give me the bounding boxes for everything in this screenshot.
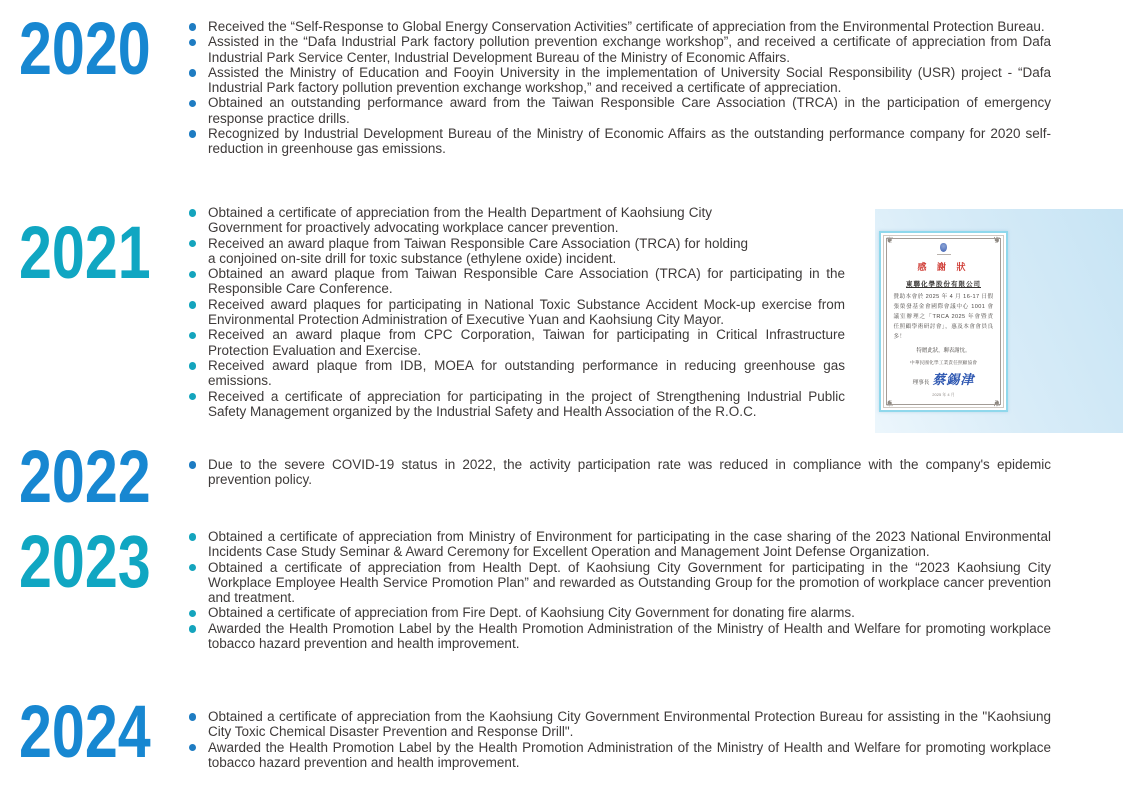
- bullet-icon: [189, 271, 196, 278]
- milestone-list-2020: [185, 19, 1051, 157]
- list-item: [185, 327, 845, 358]
- bullet-icon: [189, 744, 196, 751]
- achievement-text: Received an award plaque from CPC Corporation, Taiwan for participating in Critical Infrastructure Protection Evaluation and Exercise.: [208, 327, 845, 358]
- list-item: [185, 65, 1051, 96]
- achievement-text: Obtained a certificate of appreciation from the Kaohsiung City Government Environmental Protection Bureau for assisting in the "Kaohsiung City Toxic Chemical Disaster Prevention and Response Drill".: [208, 709, 1051, 740]
- corner-flourish-icon: ❦: [886, 236, 894, 246]
- list-item: [185, 236, 748, 267]
- bullet-icon: [189, 130, 196, 137]
- achievement-text: Obtained an outstanding performance award from the Taiwan Responsible Care Association (TRCA) in the participation of emergency response practice drills.: [208, 95, 1051, 126]
- achievement-text: Obtained a certificate of appreciation from Fire Dept. of Kaohsiung City Government for donating fire alarms.: [208, 605, 855, 621]
- achievement-text: Received the “Self-Response to Global Energy Conservation Activities” certificate of appreciation from the Environmental Protection Bureau.: [208, 19, 1045, 34]
- milestone-list-2024: [185, 709, 1051, 770]
- signer-signature: 蔡錫津: [932, 372, 975, 388]
- list-item: [185, 297, 845, 328]
- milestone-list-2021: [185, 205, 845, 419]
- list-item: [185, 358, 845, 389]
- bullet-icon: [189, 713, 196, 720]
- certificate-recipient: 東聯化學股份有限公司: [906, 281, 981, 288]
- list-item: [185, 621, 1051, 652]
- list-item: [185, 709, 1051, 740]
- bullet-icon: [189, 332, 196, 339]
- achievement-text: Obtained a certificate of appreciation from the Health Department of Kaohsiung City Government for proactively advocating workplace cancer prevention.: [208, 205, 712, 236]
- bullet-icon: [189, 23, 196, 30]
- achievement-text: Obtained a certificate of appreciation from Ministry of Environment for participating in the case sharing of the 2023 National Environmental Incidents Case Study Seminar & Award Ceremony for Excellent Operation and Management Joint Defense Organization.: [208, 529, 1051, 560]
- achievement-text: Assisted in the “Dafa Industrial Park factory pollution prevention exchange workshop”, and received a certificate of appreciation from Dafa Industrial Park Service Center, Industrial Development Bureau of the Ministry of Economic Affairs.: [208, 34, 1051, 65]
- association-logo-caption: [937, 254, 951, 256]
- list-item: [185, 205, 712, 236]
- list-item: [185, 457, 1051, 488]
- list-item: [185, 389, 845, 420]
- achievement-text: Received award plaque from IDB, MOEA for outstanding performance in reducing greenhouse gas emissions.: [208, 357, 845, 389]
- achievement-text: Awarded the Health Promotion Label by the Health Promotion Administration of the Ministry of Health and Welfare for promoting workplace tobacco hazard prevention and health improvement.: [208, 620, 1051, 652]
- corner-flourish-icon: ❦: [993, 397, 1001, 407]
- achievement-text: Due to the severe COVID-19 status in 2022, the activity participation rate was reduced in compliance with the company's epidemic prevention policy.: [208, 457, 1051, 488]
- list-item: [185, 95, 1051, 126]
- bullet-icon: [189, 393, 196, 400]
- year-label-2022: 2022: [19, 435, 151, 518]
- achievement-text: Obtained a certificate of appreciation from Health Dept. of Kaohsiung City Government for participating in the “2023 Kaohsiung City Workplace Employee Health Service Promotion Plan” and rewarded as Outstanding Group for the promotion of workplace cancer prevention and treatment.: [208, 559, 1051, 606]
- bullet-icon: [189, 209, 196, 216]
- list-item: [185, 19, 1051, 34]
- bullet-icon: [189, 533, 196, 540]
- certificate-image: [879, 231, 1008, 412]
- achievement-text: Received a certificate of appreciation for participating in the project of Strengthening Industrial Public Safety Management organized by the Industrial Safety and Health Association of the R.O.C.: [208, 388, 845, 419]
- certificate-content: [891, 241, 996, 402]
- bullet-icon: [189, 461, 196, 468]
- bullet-icon: [189, 610, 196, 617]
- bullet-icon: [189, 625, 196, 632]
- milestone-list-2022: [185, 457, 1051, 488]
- achievement-text: Received award plaques for participating in National Toxic Substance Accident Mock-up exercise from Environmental Protection Administration of Executive Yuan and Kaohsiung City Mayor.: [208, 296, 845, 328]
- list-item: [185, 560, 1051, 606]
- certificate-body-text: 贊助本會於 2025 年 4 月 16-17 日假張榮發基金會國際會議中心 1001 會議室辦理之「TRCA 2025 年會暨責任照顧學術研討會」，惠及本會會員良多！: [893, 294, 994, 340]
- certificate-signature-row: [913, 369, 975, 388]
- list-item: [185, 529, 1051, 560]
- list-item: [185, 34, 1051, 65]
- list-item: [185, 266, 845, 297]
- achievement-text: Obtained an award plaque from Taiwan Responsible Care Association (TRCA) for participating in the Responsible Care Conference.: [208, 266, 845, 297]
- achievement-text: Awarded the Health Promotion Label by the Health Promotion Administration of the Ministry of Health and Welfare for promoting workplace tobacco hazard prevention and health improvement.: [208, 739, 1051, 770]
- bullet-icon: [189, 301, 196, 308]
- association-logo-icon: [940, 243, 947, 252]
- bullet-icon: [189, 100, 196, 107]
- list-item: [185, 126, 1051, 157]
- list-item: [185, 605, 1051, 620]
- bullet-icon: [189, 564, 196, 571]
- certificate-date: 2025 年 4 月: [932, 391, 955, 397]
- corner-flourish-icon: ❦: [993, 236, 1001, 246]
- year-label-2024: 2024: [19, 690, 151, 773]
- bullet-icon: [189, 240, 196, 247]
- achievement-text: Assisted the Ministry of Education and Fooyin University in the implementation of University Social Responsibility (USR) project - “Dafa Industrial Park factory pollution prevention exchange workshop,” and received a certificate of appreciation.: [208, 64, 1051, 96]
- year-label-2021: 2021: [19, 211, 151, 294]
- milestone-list-2023: [185, 529, 1051, 651]
- bullet-icon: [189, 39, 196, 46]
- corner-flourish-icon: ❦: [886, 397, 894, 407]
- year-label-2020: 2020: [19, 7, 151, 90]
- certificate-title: 感 謝 狀: [917, 262, 970, 272]
- year-label-2023: 2023: [19, 520, 151, 603]
- achievement-text: Recognized by Industrial Development Bureau of the Ministry of Economic Affairs as the outstanding performance company for 2020 self-reduction in greenhouse gas emissions.: [208, 126, 1051, 157]
- signer-title: 理事長: [912, 379, 930, 386]
- certificate-organization: 中華民國化學工業責任照顧協會: [909, 360, 978, 366]
- achievement-text: Received an award plaque from Taiwan Responsible Care Association (TRCA) for holding a conjoined on-site drill for toxic substance (ethylene oxide) incident.: [208, 235, 748, 266]
- certificate-closing-text: 特贈此狀，聊表謝忱。: [916, 347, 971, 354]
- bullet-icon: [189, 362, 196, 369]
- bullet-icon: [189, 69, 196, 76]
- list-item: [185, 740, 1051, 771]
